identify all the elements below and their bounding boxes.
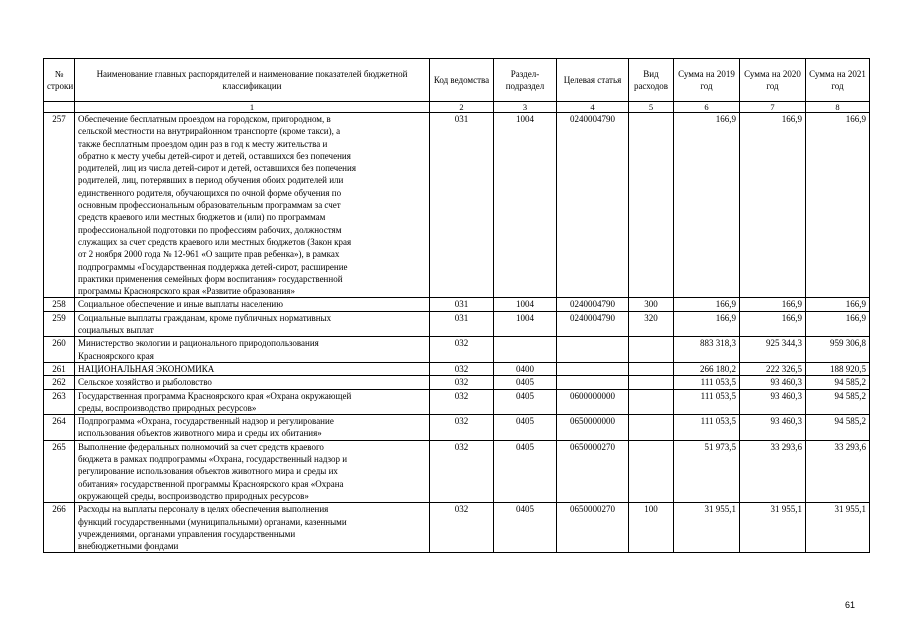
amount-2020: 93 460,3 [740, 389, 806, 415]
table-row [44, 389, 870, 415]
header-2020: Сумма на 2020 год [740, 59, 806, 102]
table-row [44, 311, 870, 337]
amount-2021: 94 585,2 [806, 376, 870, 389]
amount-2019: 111 053,5 [674, 376, 740, 389]
column-number: 6 [674, 102, 740, 113]
amount-2020: 31 955,1 [740, 503, 806, 553]
target-article [557, 337, 629, 363]
amount-2021: 166,9 [806, 298, 870, 311]
dept-code: 031 [430, 311, 494, 337]
row-name: Сельское хозяйство и рыболовство [75, 376, 430, 389]
section-code: 0400 [494, 362, 557, 375]
amount-2019: 31 955,1 [674, 503, 740, 553]
row-name: Социальное обеспечение и иные выплаты населению [75, 298, 430, 311]
dept-code: 032 [430, 337, 494, 363]
header-target: Целевая статья [557, 59, 629, 102]
row-number: 266 [44, 503, 75, 553]
section-code: 0405 [494, 376, 557, 389]
column-number: 8 [806, 102, 870, 113]
row-name: Социальные выплаты гражданам, кроме публичных нормативных социальных выплат [75, 311, 430, 337]
dept-code: 032 [430, 362, 494, 375]
amount-2021: 31 955,1 [806, 503, 870, 553]
section-code: 1004 [494, 113, 557, 298]
amount-2019: 166,9 [674, 113, 740, 298]
header-2021: Сумма на 2021 год [806, 59, 870, 102]
expense-type [629, 362, 674, 375]
target-article: 0600000000 [557, 389, 629, 415]
header-row [44, 59, 870, 102]
section-code: 0405 [494, 503, 557, 553]
table-row [44, 503, 870, 553]
row-name: Министерство экологии и рационального природопользования Красноярского края [75, 337, 430, 363]
column-number: 1 [75, 102, 430, 113]
section-code: 0405 [494, 389, 557, 415]
row-name: Выполнение федеральных полномочий за счет средств краевого бюджета в рамках подпрограммы «Охрана, государственный надзор и регулирование использования объектов животного мира и среды их обитания» государственной программы Красноярского края «Охрана окружающей среды, воспроизводство природных ресурсов» [75, 440, 430, 502]
amount-2021: 33 293,6 [806, 440, 870, 502]
column-number: 3 [494, 102, 557, 113]
amount-2021: 188 920,5 [806, 362, 870, 375]
amount-2021: 94 585,2 [806, 389, 870, 415]
dept-code: 032 [430, 503, 494, 553]
dept-code: 032 [430, 415, 494, 441]
expense-type: 300 [629, 298, 674, 311]
section-code: 0405 [494, 415, 557, 441]
column-number-row [44, 102, 870, 113]
expense-type [629, 113, 674, 298]
header-num: № строки [44, 59, 75, 102]
column-number: 4 [557, 102, 629, 113]
expense-type: 320 [629, 311, 674, 337]
column-number [44, 102, 75, 113]
amount-2019: 883 318,3 [674, 337, 740, 363]
dept-code: 031 [430, 298, 494, 311]
amount-2021: 166,9 [806, 311, 870, 337]
table-row [44, 337, 870, 363]
row-number: 260 [44, 337, 75, 363]
amount-2019: 266 180,2 [674, 362, 740, 375]
amount-2020: 33 293,6 [740, 440, 806, 502]
amount-2019: 111 053,5 [674, 389, 740, 415]
amount-2019: 51 973,5 [674, 440, 740, 502]
amount-2020: 222 326,5 [740, 362, 806, 375]
header-2019: Сумма на 2019 год [674, 59, 740, 102]
page-number: 61 [845, 600, 856, 610]
dept-code: 031 [430, 113, 494, 298]
amount-2020: 925 344,3 [740, 337, 806, 363]
amount-2021: 166,9 [806, 113, 870, 298]
amount-2020: 93 460,3 [740, 415, 806, 441]
dept-code: 032 [430, 440, 494, 502]
header-name: Наименование главных распорядителей и наименование показателей бюджетной классификации [75, 59, 430, 102]
row-number: 257 [44, 113, 75, 298]
row-name: Обеспечение бесплатным проездом на городском, пригородном, в сельской местности на внутрирайонном транспорте (кроме такси), а также бесплатным проездом один раз в год к месту жительства и обратно к месту учебы детей-сирот и детей, оставшихся без попечения родителей, лиц из числа детей-сирот и детей, оставшихся без попечения родителей, лиц, потерявших в период обучения обоих родителей или единственного родителя, обучающихся по очной форме обучения по основным профессиональным образовательным программам за счет средств краевого или местных бюджетов и (или) по программам профессиональной подготовки по профессиям рабочих, должностям служащих за счет средств краевого или местных бюджетов (Закон края от 2 ноября 2000 года № 12-961 «О защите прав ребенка»), в рамках подпрограммы «Государственная поддержка детей-сирот, расширение практики применения семейных форм воспитания» государственной программы Красноярского края «Развитие образования» [75, 113, 430, 298]
row-number: 263 [44, 389, 75, 415]
target-article: 0240004790 [557, 311, 629, 337]
table-row [44, 440, 870, 502]
row-name: Расходы на выплаты персоналу в целях обеспечения выполнения функций государственными (муниципальными) органами, казенными учреждениями, органами управления государственными внебюджетными фондами [75, 503, 430, 553]
amount-2021: 94 585,2 [806, 415, 870, 441]
target-article: 0650000000 [557, 415, 629, 441]
amount-2019: 166,9 [674, 311, 740, 337]
expense-type [629, 389, 674, 415]
target-article [557, 362, 629, 375]
table-row [44, 298, 870, 311]
row-number: 259 [44, 311, 75, 337]
amount-2019: 166,9 [674, 298, 740, 311]
expense-type [629, 376, 674, 389]
column-number: 2 [430, 102, 494, 113]
section-code: 1004 [494, 298, 557, 311]
row-name: НАЦИОНАЛЬНАЯ ЭКОНОМИКА [75, 362, 430, 375]
section-code [494, 337, 557, 363]
target-article: 0650000270 [557, 503, 629, 553]
header-type: Вид расходов [629, 59, 674, 102]
target-article: 0240004790 [557, 298, 629, 311]
table-row [44, 415, 870, 441]
expense-type [629, 337, 674, 363]
dept-code: 032 [430, 389, 494, 415]
row-number: 264 [44, 415, 75, 441]
expense-type [629, 440, 674, 502]
expense-type: 100 [629, 503, 674, 553]
column-number: 5 [629, 102, 674, 113]
table-row [44, 376, 870, 389]
table-row [44, 113, 870, 298]
section-code: 0405 [494, 440, 557, 502]
row-name: Государственная программа Красноярского края «Охрана окружающей среды, воспроизводство природных ресурсов» [75, 389, 430, 415]
amount-2020: 166,9 [740, 113, 806, 298]
amount-2020: 93 460,3 [740, 376, 806, 389]
amount-2021: 959 306,8 [806, 337, 870, 363]
amount-2020: 166,9 [740, 311, 806, 337]
budget-table [43, 58, 870, 553]
dept-code: 032 [430, 376, 494, 389]
target-article [557, 376, 629, 389]
row-number: 265 [44, 440, 75, 502]
column-number: 7 [740, 102, 806, 113]
header-dept: Код ведомства [430, 59, 494, 102]
target-article: 0650000270 [557, 440, 629, 502]
expense-type [629, 415, 674, 441]
section-code: 1004 [494, 311, 557, 337]
header-section: Раздел-подраздел [494, 59, 557, 102]
amount-2020: 166,9 [740, 298, 806, 311]
row-number: 261 [44, 362, 75, 375]
table-row [44, 362, 870, 375]
row-number: 258 [44, 298, 75, 311]
row-number: 262 [44, 376, 75, 389]
target-article: 0240004790 [557, 113, 629, 298]
amount-2019: 111 053,5 [674, 415, 740, 441]
row-name: Подпрограмма «Охрана, государственный надзор и регулирование использования объектов животного мира и среды их обитания» [75, 415, 430, 441]
